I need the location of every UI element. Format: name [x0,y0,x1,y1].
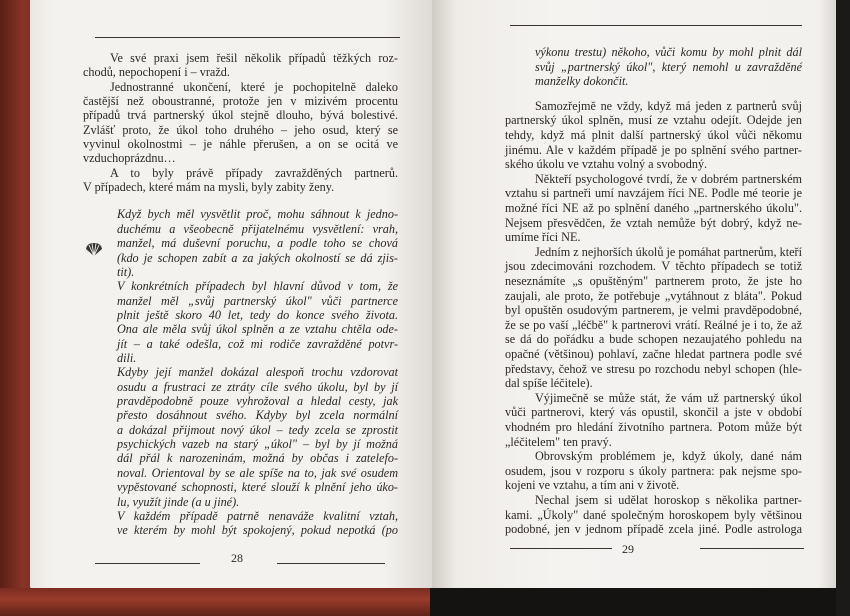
background-right [836,0,850,616]
text-line: Nechal jsem si udělat horoskop s několika partner- [535,493,802,507]
page-number-left: 28 [231,551,243,565]
text-line: vzduchoprázdnu… [83,151,176,165]
text-line: A to byly právě případy zavražděných partnerů. [110,166,398,180]
page-number-right: 29 [622,542,634,556]
text-line: se dá do pořádku a bude schopen nezaujatého pohledu na [505,332,802,346]
italic-text-line: V konkrétních případech byl hlavní důvod v tom, že [117,279,398,293]
text-line: tehdy, když má plnit další partnerský úkol vůči někomu [505,128,802,142]
italic-text-line: dili. [117,351,137,365]
italic-text-line: (kdo je schopen zabít a za jakých okolností se dá zjis- [117,251,398,265]
italic-text-line: plnit ještě skoro 40 let, tedy do konce svého života. [117,308,398,322]
italic-text-line: manžel měl „svůj partnerský úkol" vůči partnerce [117,294,398,308]
background-bottom [430,588,850,616]
text-line: dal spíše léčitele). [505,376,593,390]
header-rule-left [95,37,400,38]
text-line: možné říci NE až po splnění daného „partnerského úkolu". [505,201,802,215]
text-line: partnerský úkol splněn, musí ze vztahu odejít. Odejde jen [505,113,802,127]
italic-text-line: jít – a také odešla, což mi rodiče zavražděné potvr- [117,337,398,351]
text-line: zaujali, ale proto, že potřebuje „vytáhnout z bláta". Pokud [505,289,802,303]
italic-text-line: lu, využít jinde (a u jiné). [117,495,240,509]
italic-text-line: duchému a všeobecně přijatelnému vysvětlení: vrah, [117,222,398,236]
italic-text-line: a dokázal přijmout nový úkol – tedy zcela se zprostit [117,423,398,437]
italic-text-line: noval. Orientoval by se ale spíše na to, jak své osudem [117,466,398,480]
text-line: představy, čehož ve stresu po rozchodu nebyl schopen (hle- [505,362,802,376]
text-line: osudem, jsou v rozporu s úkoly partnera: pak nejsme spo- [505,464,802,478]
italic-text-line: dál přál k narozeninám, možná by občas i zatelefo- [117,451,398,465]
text-line: jinému. Ale v každém případě je po splnění svého partner- [505,143,802,157]
text-line: Obrovským problémem je, když úkoly, dané nám [535,449,802,463]
italic-text-line: Ona ale měla svůj úkol splněn a ze vztahu chtěla ode- [117,322,398,336]
text-line: Zvlášť proto, že úkol toho druhého – jeho osud, který se [83,123,398,137]
italic-text-line: Když bych měl vysvětlit proč, mohu sáhnout k jedno- [117,207,398,221]
text-line: vhodném pro hledání životního partnera. Potom může být [505,420,802,434]
text-line: chodů, nepochopení i – vražd. [83,65,230,79]
footer-rule [510,548,612,549]
italic-text-line: manžel, má duševní poruchu, a podle toho se chová [117,236,398,250]
text-line: častější než oboustranné, protože jen v mizivém procentu [83,94,398,108]
italic-text-line: manželky dokončit. [535,74,629,88]
text-line: jsou zdecimováni rozchodem. V těchto případech se totiž [505,259,802,273]
text-line: vyvinul okolnostmi – je náhle přerušen, a on se ocitá ve [83,137,398,151]
italic-text-line: pravděpodobně pouze vyhrožoval a hledal cesty, jak [117,394,398,408]
text-line: opačné (většinou) pohlaví, začne hledat partnera podle své [505,347,802,361]
italic-text-line: vypěstované schopnosti, které slouží k plnění jeho úko- [117,480,398,494]
text-line: V případech, které mám na mysli, byly zabity ženy. [83,180,335,194]
text-line: kojeni ve vztahu, a tím ani v životě. [505,478,680,492]
text-line: že se po vaší „léčbě" k partnerovi vrátí. Reálné je i to, že až [505,318,802,332]
italic-text-line: ve kterém by mohl být spokojený, pokud nepotká (po [117,523,398,537]
shell-icon [85,242,103,257]
text-line: Ve své praxi jsem řešil několik případů těžkých roz- [110,51,398,65]
italic-text-line: V každém případě patrně nenaváže kvalitní vztah, [117,509,398,523]
italic-text-line: svůj „partnerský úkol", který nemohl u zavražděné [535,60,802,74]
text-line: Jednostranné ukončení, které je pochopitelně daleko [110,80,398,94]
footer-rule [277,563,385,564]
text-line: Samozřejmě ne vždy, když má jeden z partnerů svůj [535,99,802,113]
text-line: neseznámíte „s opuštěným" partnerem proto, že jste ho [505,274,802,288]
text-line: podobné, jen v jednom případě zcela jiné. Podle astrologa [505,522,802,536]
text-line: Jedním z nejhorších úkolů je pomáhat partnerům, kteří [535,245,802,259]
book-cover-bottom [0,588,430,616]
footer-rule [700,548,804,549]
italic-text-line: výkonu trestu) někoho, vůči komu by mohl plnit dál [535,45,802,59]
text-line: kami. „Úkoly" dané společným horoskopem byly většinou [505,508,802,522]
text-line: Výjimečně se může stát, že vám už partnerský úkol [535,391,802,405]
text-line: vůči partnerovi, který vás opustil, skončil a jste v období [505,405,802,419]
text-line: byl opuštěn osudovým partnerem, je velmi pravděpodobné, [505,303,802,317]
italic-text-line: osudu a frustraci ze ztráty cíle svého úkolu, byl by jí [117,380,398,394]
header-rule-right [510,25,802,26]
text-line: vztahu si partneři umí navzájem říci NE. Podle mé teorie je [505,186,802,200]
text-line: „léčitelem" ten pravý. [505,435,612,449]
italic-text-line: přesto dosáhnout svého. Kdyby byl zcela normální [117,408,398,422]
text-line: ského úkolu ve vztahu volný a svobodný. [505,157,708,171]
text-line: případů trvá partnerský úkol stejně dlouho, bývá bolestivé. [83,108,398,122]
italic-text-line: tit). [117,265,135,279]
italic-text-line: psychických vazeb na starý „úkol" – byl by jí možná [117,437,398,451]
text-line: Někteří psychologové tvrdí, že v dobrém partnerském [535,172,802,186]
italic-text-line: Kdyby její manžel dokázal alespoň trochu vzdorovat [117,365,398,379]
text-line: umíme říci NE. [505,230,581,244]
text-line: Nejsem přesvědčen, že vztah nemůže být dobrý, když ne- [505,216,802,230]
footer-rule [95,563,200,564]
